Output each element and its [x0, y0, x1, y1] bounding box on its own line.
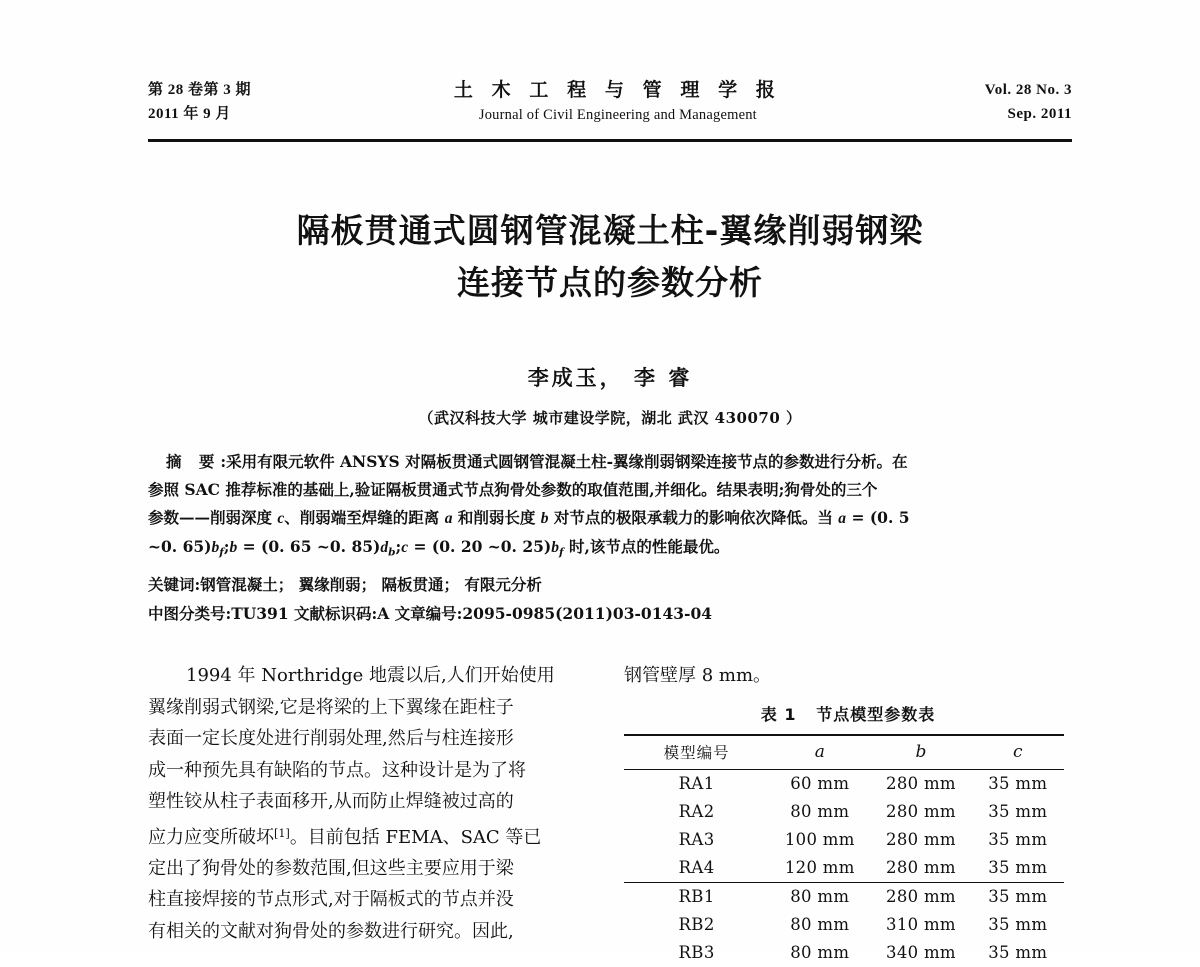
journal-title-cn: 土 木 工 程 与 管 理 学 报 — [453, 80, 782, 101]
cell-a: 120 mm — [784, 857, 855, 877]
abs4-a: ~0. 65) — [148, 537, 212, 556]
body-line: 定出了狗骨处的参数范围,但这些主要应用于梁 — [148, 857, 514, 879]
table-row — [624, 769, 1064, 798]
table-head — [624, 735, 1064, 770]
author-list: 李成玉， 李 睿 — [527, 365, 693, 390]
abs4-h: 时,该节点的性能最优。 — [563, 537, 730, 556]
cell-b: 280 mm — [886, 829, 956, 849]
cell-c: 35 mm — [988, 914, 1048, 934]
body-line: 塑性铰从柱子表面移开,从而防止焊缝被过高的 — [148, 791, 514, 812]
cell-b: 280 mm — [886, 857, 956, 877]
abs4-db: d — [380, 539, 389, 556]
cell-a: 80 mm — [769, 882, 870, 911]
body-column-right — [624, 660, 1072, 967]
journal-title-en: Journal of Civil Engineering and Management — [478, 107, 757, 123]
cell-c: 35 mm — [972, 882, 1064, 911]
abstract-line-4 — [148, 533, 1072, 566]
cell-b: 280 mm — [870, 769, 971, 798]
cell-model: RA1 — [624, 769, 769, 798]
cell-c: 35 mm — [988, 942, 1048, 962]
cell-b: 340 mm — [886, 942, 956, 962]
abstract-line-3 — [148, 504, 1072, 533]
table-row — [624, 882, 1064, 911]
cell-b: 280 mm — [886, 801, 956, 821]
abs3-var-b: b — [540, 510, 549, 527]
abs3-b: 、削弱端至焊缝的距离 — [284, 508, 445, 527]
abs3-var-a: a — [444, 510, 453, 527]
abs4-db-sub: b — [388, 546, 396, 559]
author-affiliation: （武汉科技大学 城市建设学院，湖北 武汉 430070 ） — [418, 409, 802, 427]
body-line: 1994 年 Northridge 地震以后,人们开始使用 — [186, 665, 555, 686]
cell-c: 35 mm — [972, 769, 1064, 798]
body-line: 应力应变所破坏[1]。目前包括 FEMA、SAC 等已 — [148, 826, 542, 848]
cell-model: RA4 — [678, 857, 715, 877]
cell-b: 310 mm — [886, 914, 956, 934]
cell-model: RB2 — [678, 914, 715, 934]
body-line: 翼缘削弱式钢梁,它是将梁的上下翼缘在距柱子 — [148, 696, 514, 718]
classification-line: 中图分类号:TU391 文献标识码:A 文章编号:2095-0985(2011)03-0143-04 — [148, 604, 713, 623]
cell-b: 280 mm — [870, 882, 971, 911]
abs4-bf2-sub: f — [559, 546, 564, 559]
running-head — [148, 78, 1072, 126]
table-header-a: a — [769, 735, 870, 770]
body-column-left — [148, 660, 592, 947]
volume-issue-cn: 第 28 卷第 3 期 — [148, 82, 252, 98]
abs3-var-a2: a — [838, 510, 847, 527]
date-cn: 2011 年 9 月 — [148, 106, 231, 122]
keywords-section — [148, 570, 1072, 628]
cell-c: 35 mm — [988, 857, 1048, 877]
abstract-label: 摘 要 — [166, 452, 221, 471]
table-header-c: c — [972, 735, 1064, 770]
abs4-g: = (0. 20 ~0. 25) — [408, 537, 552, 556]
table-header-b: b — [870, 735, 971, 770]
abs4-var-c: c — [401, 539, 409, 556]
cell-c: 35 mm — [988, 801, 1048, 821]
date-en: Sep. 2011 — [1007, 106, 1072, 122]
table-body — [624, 769, 1064, 967]
cell-model: RB3 — [678, 942, 715, 962]
reference-superscript: [1] — [274, 826, 290, 840]
body-line: 成一种预先具有缺陷的节点。这种设计是为了将 — [148, 759, 526, 781]
right-column-lead-line: 钢管壁厚 8 mm。 — [624, 665, 772, 686]
article-title-line-2: 连接节点的参数分析 — [457, 263, 763, 302]
keywords-line: 关键词:钢管混凝土； 翼缘削弱； 隔板贯通； 有限元分析 — [148, 575, 542, 594]
article-title — [150, 205, 1070, 309]
abs3-g: = (0. 5 — [846, 508, 910, 527]
table-caption — [624, 702, 1072, 725]
cell-a: 80 mm — [790, 801, 850, 821]
table-row — [624, 854, 1064, 883]
cell-a: 80 mm — [790, 914, 850, 934]
journal-title-block — [454, 78, 782, 126]
abs3-var-c: c — [277, 510, 285, 527]
table-row — [624, 911, 1064, 939]
abs3-d: 和削弱长度 — [452, 508, 541, 527]
abs4-var-b: b — [229, 539, 238, 556]
abstract-line-1-text: :采用有限元软件 ANSYS 对隔板贯通式圆钢管混凝土柱-翼缘削弱钢梁连接节点的参数进行分析。在 — [220, 452, 908, 471]
volume-issue-en-block — [985, 78, 1072, 126]
volume-issue-block — [148, 78, 251, 126]
body-line: 表面一定长度处进行削弱处理,然后与柱连接形 — [148, 728, 514, 749]
abstract-line-2: 参照 SAC 推荐标准的基础上,验证隔板贯通式节点狗骨处参数的取值范围,并细化。结果表明;狗骨处的三个 — [148, 480, 878, 499]
abs3-e: 对节点的极限承载力的影响依次降低。当 — [548, 508, 839, 527]
table-row — [624, 826, 1064, 854]
body-line: 有相关的文献对狗骨处的参数进行研究。因此, — [148, 920, 514, 942]
volume-issue-en: Vol. 28 No. 3 — [984, 82, 1072, 98]
cell-a: 80 mm — [790, 942, 850, 962]
article-title-line-1: 隔板贯通式圆钢管混凝土柱-翼缘削弱钢梁 — [296, 211, 924, 250]
cell-model: RA2 — [678, 801, 715, 821]
abs4-e: ; — [395, 537, 402, 556]
header-divider-rule — [148, 139, 1072, 142]
body-line: 柱直接焊接的节点形式,对于隔板式的节点并没 — [148, 889, 514, 911]
table-header-model: 模型编号 — [624, 735, 769, 770]
cell-c: 35 mm — [988, 829, 1048, 849]
table-caption-label: 表 1 — [760, 704, 797, 724]
table-caption-title: 节点模型参数表 — [816, 704, 936, 724]
abs3-a: 参数——削弱深度 — [148, 508, 278, 527]
abs4-b: ; — [223, 537, 230, 556]
cell-a: 100 mm — [784, 829, 855, 849]
abs4-bf: b — [211, 539, 220, 556]
table-header-row — [624, 735, 1064, 770]
table-row — [624, 798, 1064, 826]
abstract-line-1 — [148, 448, 1072, 476]
cell-model: RB1 — [624, 882, 769, 911]
cell-a: 60 mm — [769, 769, 870, 798]
table-row — [624, 939, 1064, 967]
abstract-section — [148, 448, 1072, 566]
parameters-table — [624, 734, 1064, 967]
abs4-bf2: b — [551, 539, 560, 556]
abs4-bf-sub: f — [219, 546, 224, 559]
cell-model: RA3 — [678, 829, 715, 849]
abs4-d: = (0. 65 ~0. 85) — [237, 537, 381, 556]
